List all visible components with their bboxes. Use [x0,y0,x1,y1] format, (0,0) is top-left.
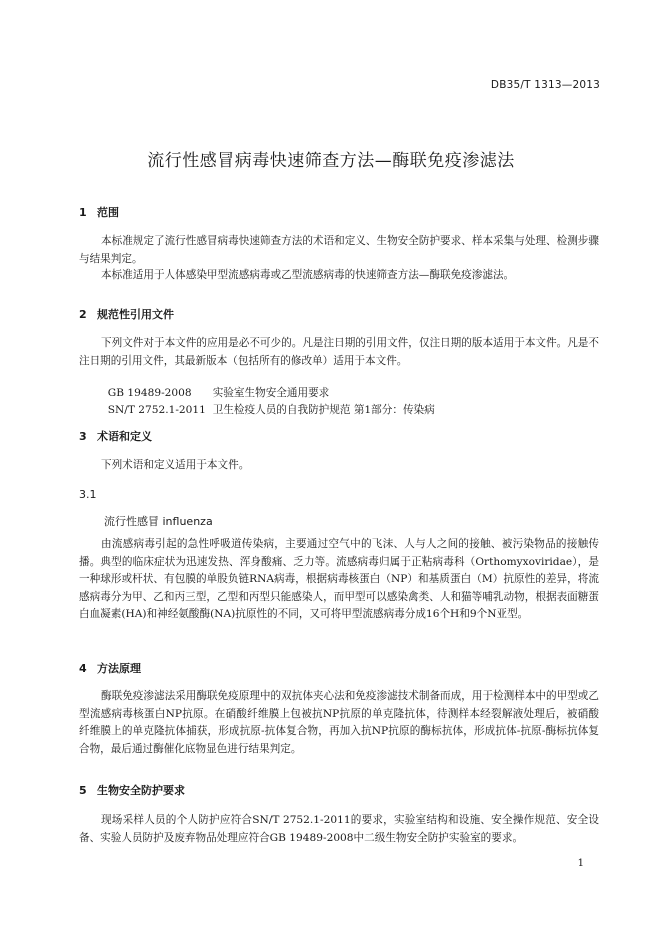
reference-name: 卫生检疫人员的自我防护规范 第1部分：传染病 [212,404,435,416]
term-heading: 流行性感冒 influenza [104,515,213,528]
section-1-paragraph-2: 本标准适用于人体感染甲型流感病毒或乙型流感病毒的快速筛查方法—酶联免疫渗滤法。 [101,269,515,281]
section-5-heading [79,782,185,798]
section-3-paragraph-1: 下列术语和定义适用于本文件。 [101,459,250,471]
section-number: 3 [79,430,87,443]
section-number: 1 [79,206,87,219]
section-2-paragraph-1: 下列文件对于本文件的应用是必不可少的。凡是注日期的引用文件，仅注日期的版本适用于本文件。凡是不注日期的引用文件，其最新版本（包括所有的修改单）适用于本文件。 [79,337,599,367]
section-title: 范围 [97,206,119,219]
section-number: 2 [79,308,87,321]
section-4-heading [79,660,141,676]
reference-name: 实验室生物安全通用要求 [212,387,330,399]
reference-code: GB 19489-2008 [107,387,192,399]
reference-code: SN/T 2752.1-2011 [107,404,206,416]
page-number: 1 [577,858,584,869]
subsection-number: 3.1 [79,488,97,501]
standard-id: DB35/T 1313—2013 [490,79,600,91]
section-number: 4 [79,662,87,675]
section-title: 规范性引用文件 [97,308,174,321]
document-title: 流行性感冒病毒快速筛查方法—酶联免疫渗滤法 [147,151,515,171]
term-definition: 由流感病毒引起的急性呼吸道传染病，主要通过空气中的飞沫、人与人之间的接触、被污染物品的接触传播。典型的临床症状为迅速发热、浑身酸痛、乏力等。流感病毒归属于正粘病毒科（Orthomyxoviridae），是一种球形或杆状、有包膜的单股负链RNA病毒，根据病毒核蛋白（NP）和基质蛋白（M）抗原性的差异，将流感病毒分为甲、乙和丙三型，乙型和丙型只能感染人，而甲型可以感染禽类、人和猫等哺乳动物，根据表面糖蛋白血凝素(HA)和神经氨酸酶(NA)抗原性的不同，又可将甲型流感病毒分成16个H和9个N亚型。 [79,538,599,620]
section-title: 生物安全防护要求 [97,784,185,797]
section-title: 术语和定义 [97,430,152,443]
section-3-heading [79,428,152,444]
section-2-heading [79,306,174,322]
section-5-paragraph-1: 现场采样人员的个人防护应符合SN/T 2752.1-2011的要求，实验室结构和设施、安全操作规范、安全设备、实验人员防护及废弃物品处理应符合GB 19489-2008中二级生物安全防护实验室的要求。 [79,814,599,844]
section-1-heading [79,204,119,220]
section-number: 5 [79,784,87,797]
section-title: 方法原理 [97,662,141,675]
section-4-paragraph-1: 酶联免疫渗滤法采用酶联免疫原理中的双抗体夹心法和免疫渗滤技术制备而成，用于检测样本中的甲型或乙型流感病毒核蛋白NP抗原。在硝酸纤维膜上包被抗NP抗原的单克隆抗体，待测样本经裂解液处理后，被硝酸纤维膜上的单克隆抗体捕获，形成抗原-抗体复合物，再加入抗NP抗原的酶标抗体，形成抗体-抗原-酶标抗体复合物，最后通过酶催化底物显色进行结果判定。 [79,690,599,755]
section-1-paragraph-1: 本标准规定了流行性感冒病毒快速筛查方法的术语和定义、生物安全防护要求、样本采集与处理、检测步骤与结果判定。 [79,235,599,265]
reference-item [101,390,435,417]
